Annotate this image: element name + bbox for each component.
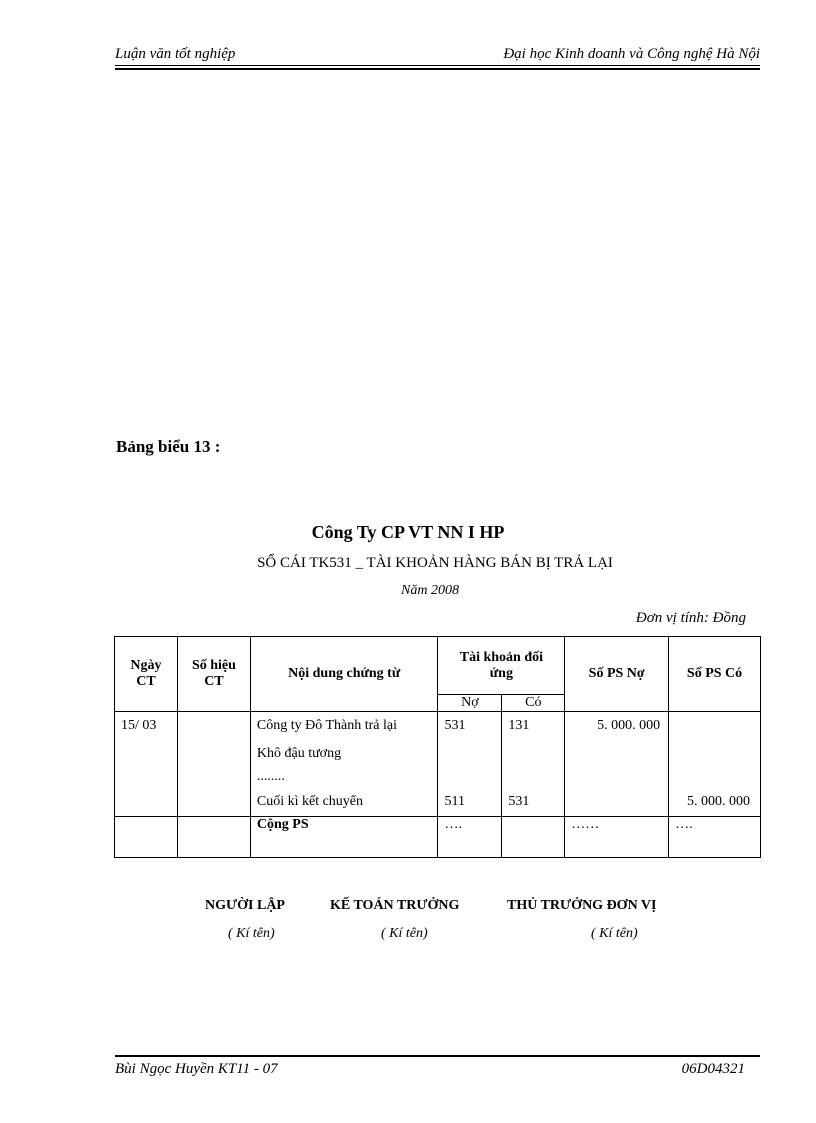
footer-right: 06D04321: [681, 1061, 745, 1077]
cell-ps-no: 5. 000. 000: [597, 718, 661, 733]
cell-content: ........: [256, 769, 285, 784]
col-header-ps-co: Số PS Có: [669, 637, 761, 712]
cell-ps-co: [669, 712, 760, 740]
company-name: Công Ty CP VT NN I HP: [311, 522, 505, 542]
total-row: [115, 817, 761, 858]
footer-divider: [115, 1055, 760, 1057]
ledger-title: SỔ CÁI TK531 _ TÀI KHOẢN HÀNG BÁN BỊ TRẢ LẠI: [257, 555, 613, 571]
col-header-content: Nội dung chứng từ: [250, 637, 438, 712]
header-divider-thick: [115, 68, 760, 70]
cell-ps-co: 5. 000. 000: [687, 794, 750, 809]
total-debit-acct: ….: [438, 817, 502, 858]
signature-director: THỦ TRƯỞNG ĐƠN VỊ: [507, 898, 657, 913]
cell-content: Cuối kì kết chuyển: [256, 794, 364, 809]
signature-note-preparer: ( Kí tên): [228, 926, 275, 941]
col-header-ps-no: Số PS Nợ: [565, 637, 669, 712]
cell-debit-acct: 511: [444, 794, 465, 809]
cell-credit-acct: 531: [508, 794, 530, 809]
signature-note-director: ( Kí tên): [591, 926, 638, 941]
total-ps-no: ……: [565, 817, 669, 858]
signature-chief-accountant: KẾ TOÁN TRƯỞNG: [330, 898, 460, 913]
page-footer: [115, 1061, 745, 1078]
col-header-account: Tài khoản đối ứng: [438, 637, 565, 695]
ledger-year: Năm 2008: [401, 583, 459, 598]
footer-left: Bùi Ngọc Huyền KT11 - 07: [115, 1061, 278, 1077]
header-left: Luận văn tốt nghiệp: [115, 46, 236, 62]
ledger-table: [114, 636, 761, 858]
col-header-doc-no: Số hiệu CT: [177, 637, 250, 712]
total-label: Cộng PS: [250, 817, 438, 858]
currency-unit: Đơn vị tính: Đồng: [635, 610, 746, 626]
signature-note-chief-accountant: ( Kí tên): [381, 926, 428, 941]
total-ps-co: ….: [669, 817, 761, 858]
cell-content: Công ty Đô Thành trả lại: [256, 718, 397, 733]
cell-credit-acct: 131: [508, 718, 530, 733]
header-divider: [115, 65, 760, 66]
signature-preparer: NGƯỜI LẬP: [205, 898, 285, 913]
table-row: [115, 712, 761, 817]
cell-date: 15/ 03: [121, 718, 157, 733]
header-right: Đại học Kinh doanh và Công nghệ Hà Nội: [503, 46, 760, 62]
col-header-date: Ngày CT: [115, 637, 178, 712]
cell-ps-no: [565, 788, 668, 816]
col-header-debit-acct: Nợ: [438, 695, 502, 712]
cell-debit-acct: 531: [444, 718, 466, 733]
section-title: Bảng biểu 13 :: [116, 437, 221, 456]
cell-content: Khô đậu tương: [256, 746, 342, 761]
col-header-credit-acct: Có: [502, 695, 565, 712]
